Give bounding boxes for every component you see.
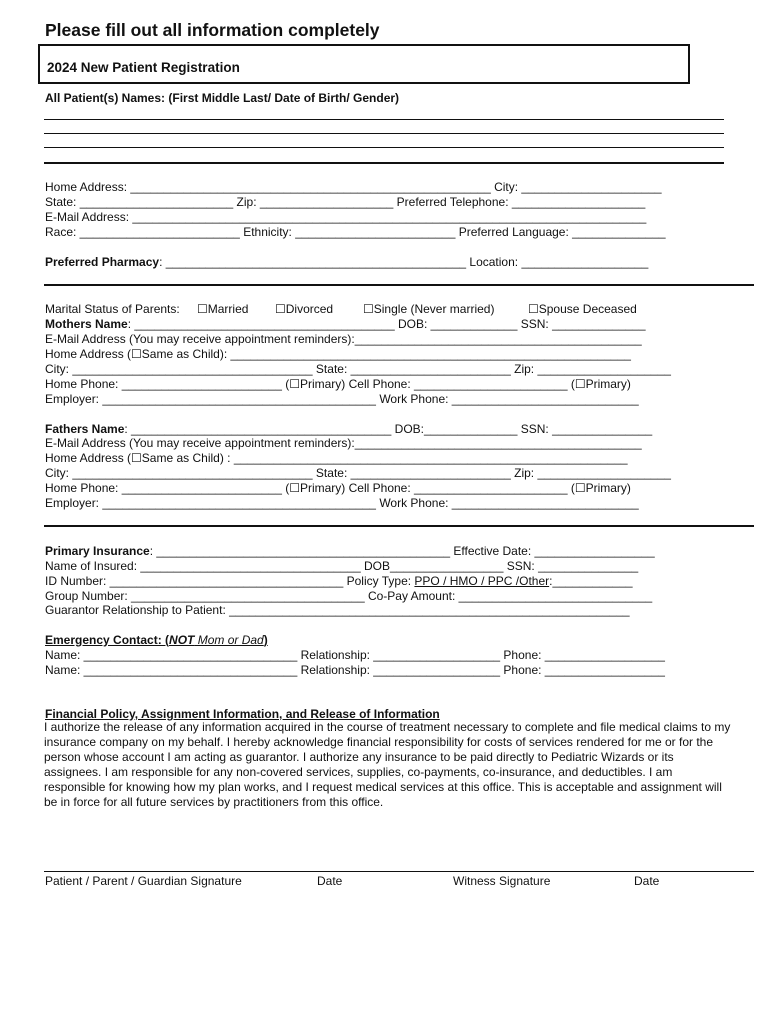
group-copay-field[interactable]: Group Number: ___________________________________ Co-Pay Amount: _____________________________ bbox=[45, 589, 653, 603]
emergency-contact-label: Emergency Contact: (NOT Mom or Dad) bbox=[45, 633, 268, 647]
policy-other-blank[interactable]: :____________ bbox=[549, 574, 633, 588]
emergency-contact-1-field[interactable]: Name: ________________________________ Relationship: ___________________ Phone: __________________ bbox=[45, 648, 665, 662]
patient-name-line-4[interactable] bbox=[44, 162, 724, 164]
mother-employer-field[interactable]: Employer: _________________________________________ Work Phone: ____________________________ bbox=[45, 392, 639, 406]
financial-policy-title: Financial Policy, Assignment Information, and Release of Information bbox=[45, 707, 440, 721]
policy-type-options[interactable]: PPO / HMO / PPC /Other bbox=[414, 574, 550, 588]
mother-city-state-zip-field[interactable]: City: ____________________________________ State: ________________________ Zip: ____________________ bbox=[45, 362, 671, 376]
pharmacy-blanks[interactable]: : _____________________________________________ Location: ___________________ bbox=[159, 255, 649, 269]
pharmacy-label: Preferred Pharmacy bbox=[45, 255, 160, 269]
home-address-field[interactable]: Home Address: ______________________________________________________ City: _____________________ bbox=[45, 180, 662, 194]
guarantor-relationship-field[interactable]: Guarantor Relationship to Patient: ____________________________________________________________ bbox=[45, 603, 630, 617]
mother-email-field[interactable]: E-Mail Address (You may receive appointment reminders):___________________________________________ bbox=[45, 332, 642, 346]
mother-name-label: Mothers Name bbox=[45, 317, 128, 331]
patient-name-line-1[interactable] bbox=[44, 119, 724, 120]
single-checkbox[interactable]: ☐Single (Never married) bbox=[363, 302, 495, 316]
mother-name-field[interactable] bbox=[45, 317, 646, 331]
page-instruction: Please fill out all information completely bbox=[45, 20, 380, 40]
father-name-label: Fathers Name bbox=[45, 422, 125, 436]
mother-name-blanks[interactable]: : _______________________________________ DOB: _____________ SSN: ______________ bbox=[127, 317, 646, 331]
father-city-state-zip-field[interactable]: City: ____________________________________ State: ________________________ Zip: ____________________ bbox=[45, 466, 671, 480]
preferred-pharmacy-field[interactable] bbox=[45, 255, 648, 269]
email-field[interactable]: E-Mail Address: _____________________________________________________________________________ bbox=[45, 210, 647, 224]
marital-status-label: Marital Status of Parents: bbox=[45, 302, 180, 316]
father-name-field[interactable] bbox=[45, 422, 652, 436]
marital-status-row bbox=[45, 302, 637, 316]
signature-date-label: Date bbox=[317, 874, 343, 888]
name-of-insured-field[interactable]: Name of Insured: _________________________________ DOB_________________ SSN: _______________ bbox=[45, 559, 639, 573]
spouse-deceased-checkbox[interactable]: ☐Spouse Deceased bbox=[528, 302, 637, 316]
section-divider-1 bbox=[44, 284, 754, 286]
primary-insurance-blanks[interactable]: : ____________________________________________ Effective Date: __________________ bbox=[149, 544, 655, 558]
mother-home-address-field[interactable]: Home Address (☐Same as Child): ____________________________________________________________ bbox=[45, 347, 631, 361]
witness-signature-label: Witness Signature bbox=[453, 874, 551, 888]
signature-line[interactable] bbox=[44, 871, 754, 872]
state-zip-phone-field[interactable]: State: _______________________ Zip: ____________________ Preferred Telephone: ____________________ bbox=[45, 195, 646, 209]
father-phone-field[interactable]: Home Phone: ________________________ (☐Primary) Cell Phone: _______________________ (☐Primary) bbox=[45, 481, 631, 495]
father-email-field[interactable]: E-Mail Address (You may receive appointment reminders):___________________________________________ bbox=[45, 436, 642, 450]
form-title-box bbox=[38, 44, 690, 84]
guardian-signature-label: Patient / Parent / Guardian Signature bbox=[45, 874, 242, 888]
patient-names-label: All Patient(s) Names: (First Middle Last/ Date of Birth/ Gender) bbox=[45, 91, 400, 105]
divorced-checkbox[interactable]: ☐Divorced bbox=[275, 302, 334, 316]
emergency-contact-2-field[interactable]: Name: ________________________________ Relationship: ___________________ Phone: __________________ bbox=[45, 663, 665, 677]
patient-name-line-2[interactable] bbox=[44, 133, 724, 134]
father-home-address-field[interactable]: Home Address (☐Same as Child) : ___________________________________________________________ bbox=[45, 451, 628, 465]
primary-insurance-label: Primary Insurance bbox=[45, 544, 150, 558]
patient-name-line-3[interactable] bbox=[44, 147, 724, 148]
section-divider-2 bbox=[44, 525, 754, 527]
witness-date-label: Date bbox=[634, 874, 660, 888]
race-ethnicity-language-field[interactable]: Race: ________________________ Ethnicity: ________________________ Preferred Language: ______________ bbox=[45, 225, 666, 239]
father-name-blanks[interactable]: : _______________________________________ DOB:______________ SSN: _______________ bbox=[124, 422, 653, 436]
married-checkbox[interactable]: ☐Married bbox=[197, 302, 249, 316]
form-title: 2024 New Patient Registration bbox=[47, 60, 240, 75]
father-employer-field[interactable]: Employer: _________________________________________ Work Phone: ____________________________ bbox=[45, 496, 639, 510]
id-number-policy-type-field[interactable] bbox=[45, 574, 633, 588]
emergency-not-text: NOT bbox=[169, 633, 195, 647]
mother-phone-field[interactable]: Home Phone: ________________________ (☐Primary) Cell Phone: _______________________ (☐Primary) bbox=[45, 377, 631, 391]
id-number-text[interactable]: ID Number: ___________________________________ Policy Type: bbox=[45, 574, 415, 588]
primary-insurance-field[interactable] bbox=[45, 544, 655, 558]
financial-policy-text: I authorize the release of any information acquired in the course of treatment necessary to complete and file medical claims to my insurance company on my behalf. I hereby acknowledge financial responsibility for costs of services rendered for me or for the person whose account I am acting as guarantor. I authorize any insurance to be paid directly to Pediatric Wizards or its assignees. I am responsible for any non-covered services, supplies, co-payments, co-insurance, and deductibles. I am responsible for knowing how my plan works, and I request medical services at this office. This is acceptable and assignment will be in force for all future services by practitioners from this office. bbox=[44, 720, 731, 809]
